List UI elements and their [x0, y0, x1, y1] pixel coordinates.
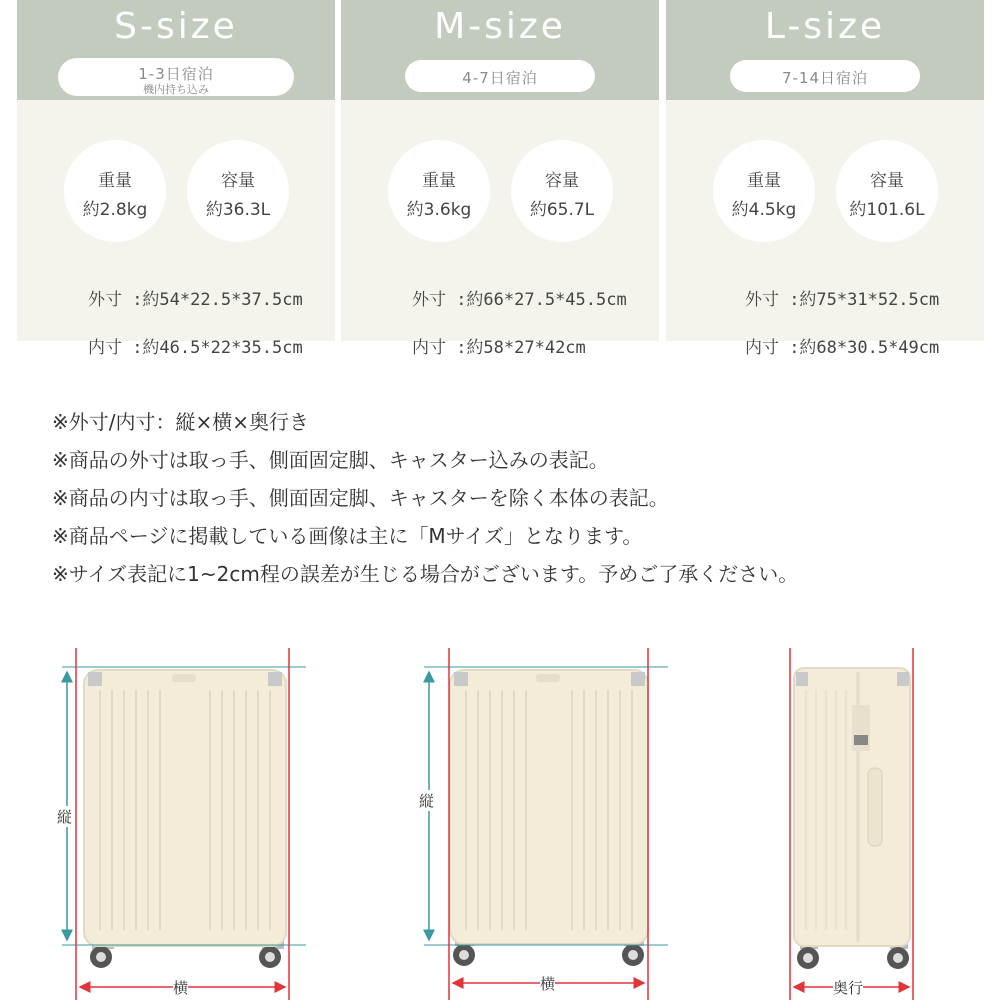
- capacity-value: 約36.3L: [205, 200, 271, 220]
- inner-dimensions: 内寸 :約68*30.5*49cm: [744, 338, 940, 358]
- card-title: L-size: [764, 6, 886, 47]
- weight-value: 約3.6kg: [406, 200, 472, 220]
- height-label: 縦: [419, 792, 435, 810]
- stay-duration: 7-14日宿泊: [781, 69, 869, 87]
- inner-dimensions: 内寸 :約58*27*42cm: [411, 338, 586, 358]
- suitcase-front-view: [424, 648, 668, 1000]
- suitcase-side-view: [790, 648, 913, 1000]
- outer-dimensions: 外寸 :約66*27.5*45.5cm: [411, 290, 627, 310]
- note-item: ※商品の内寸は取っ手、側面固定脚、キャスターを除く本体の表記。: [52, 486, 669, 510]
- carry-on-note: 機内持ち込み: [143, 83, 209, 96]
- weight-value: 約2.8kg: [82, 200, 148, 220]
- width-label: 横: [540, 975, 556, 993]
- outer-dimensions: 外寸 :約75*31*52.5cm: [744, 290, 940, 310]
- weight-label: 重量: [98, 171, 132, 191]
- card-title: M-size: [434, 6, 566, 47]
- stay-duration: 4-7日宿泊: [462, 69, 538, 87]
- note-item: ※商品の外寸は取っ手、側面固定脚、キャスター込みの表記。: [52, 448, 609, 472]
- capacity-label: 容量: [221, 171, 255, 191]
- note-item: ※サイズ表記に1~2cm程の誤差が生じる場合がございます。予めご了承ください。: [52, 562, 799, 586]
- suitcase-front-view: [62, 648, 306, 1000]
- note-item: ※商品ページに掲載している画像は主に「Mサイズ」となります。: [52, 524, 643, 548]
- width-label: 横: [173, 979, 189, 997]
- capacity-value: 約65.7L: [529, 200, 595, 220]
- height-label: 縦: [57, 808, 73, 826]
- weight-value: 約4.5kg: [731, 200, 797, 220]
- outer-dimensions: 外寸 :約54*22.5*37.5cm: [87, 290, 303, 310]
- stay-duration: 1-3日宿泊: [138, 65, 214, 83]
- note-item: ※外寸/内寸：縦×横×奥行き: [52, 410, 310, 434]
- capacity-label: 容量: [870, 171, 904, 191]
- weight-label: 重量: [747, 171, 781, 191]
- inner-dimensions: 内寸 :約46.5*22*35.5cm: [87, 338, 303, 358]
- capacity-label: 容量: [545, 171, 579, 191]
- capacity-value: 約101.6L: [849, 200, 925, 220]
- depth-label: 奥行: [833, 979, 864, 997]
- weight-label: 重量: [422, 171, 456, 191]
- card-title: S-size: [114, 6, 238, 47]
